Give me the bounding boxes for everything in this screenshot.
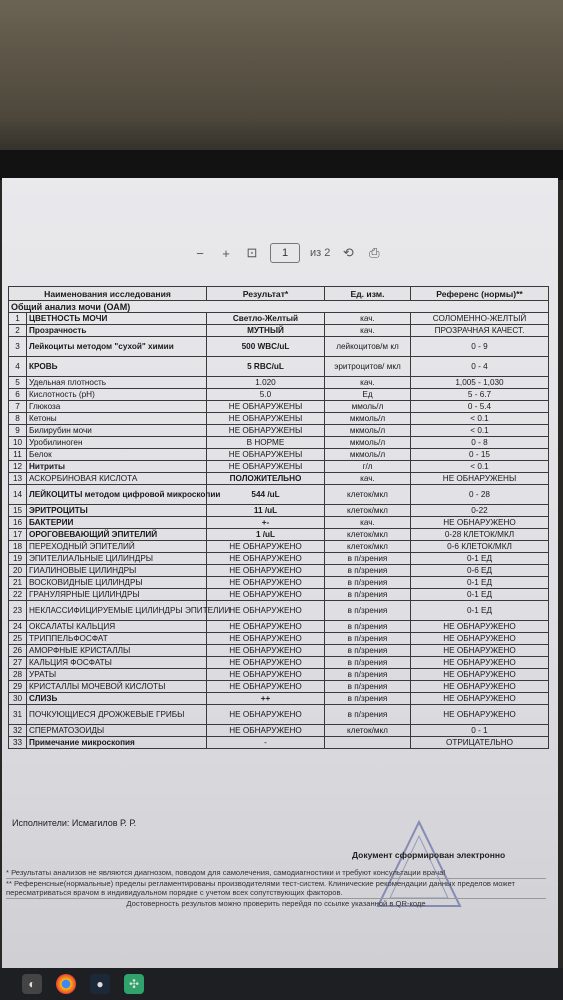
row-name: ПЕРЕХОДНЫЙ ЭПИТЕЛИЙ — [27, 541, 207, 553]
row-name: ЭРИТРОЦИТЫ — [27, 505, 207, 517]
row-reference: 0 - 9 — [411, 337, 549, 357]
row-number: 10 — [9, 437, 27, 449]
row-name: АМОРФНЫЕ КРИСТАЛЛЫ — [27, 645, 207, 657]
row-number: 14 — [9, 485, 27, 505]
row-reference: 0 - 5.4 — [411, 401, 549, 413]
row-unit: в п/зрения — [325, 621, 411, 633]
row-name: ЭПИТЕЛИАЛЬНЫЕ ЦИЛИНДРЫ — [27, 553, 207, 565]
row-name: БАКТЕРИИ — [27, 517, 207, 529]
row-reference: НЕ ОБНАРУЖЕНО — [411, 693, 549, 705]
table-row — [9, 505, 549, 517]
row-unit: клеток/мкл — [325, 541, 411, 553]
row-result: 5.0 — [207, 389, 325, 401]
footnotes — [6, 868, 546, 908]
row-name: Уробилиноген — [27, 437, 207, 449]
row-unit: кач. — [325, 325, 411, 337]
row-result: НЕ ОБНАРУЖЕНО — [207, 589, 325, 601]
taskbar — [0, 968, 563, 1000]
table-row — [9, 705, 549, 725]
row-name: ЦВЕТНОСТЬ МОЧИ — [27, 313, 207, 325]
row-number: 5 — [9, 377, 27, 389]
table-row — [9, 669, 549, 681]
row-number: 30 — [9, 693, 27, 705]
signed-electronically: Документ сформирован электронно — [352, 850, 506, 860]
row-result: НЕ ОБНАРУЖЕНО — [207, 725, 325, 737]
row-result: НЕ ОБНАРУЖЕНЫ — [207, 461, 325, 473]
row-unit: лейкоцитов/м кл — [325, 337, 411, 357]
table-row — [9, 693, 549, 705]
row-unit: клеток/мкл — [325, 485, 411, 505]
row-unit: в п/зрения — [325, 681, 411, 693]
row-unit: мкмоль/л — [325, 437, 411, 449]
row-name: АСКОРБИНОВАЯ КИСЛОТА — [27, 473, 207, 485]
taskbar-app-icon[interactable]: ◐ — [22, 974, 42, 994]
row-result: 11 /uL — [207, 505, 325, 517]
section-row — [9, 301, 549, 313]
row-unit: в п/зрения — [325, 693, 411, 705]
row-unit: в п/зрения — [325, 601, 411, 621]
row-reference: 0-22 — [411, 505, 549, 517]
row-unit: кач. — [325, 313, 411, 325]
row-reference: НЕ ОБНАРУЖЕНО — [411, 645, 549, 657]
monitor-bezel — [0, 150, 563, 180]
row-number: 23 — [9, 601, 27, 621]
row-number: 8 — [9, 413, 27, 425]
row-unit: в п/зрения — [325, 705, 411, 725]
row-reference: ОТРИЦАТЕЛЬНО — [411, 737, 549, 749]
row-result: 544 /uL — [207, 485, 325, 505]
row-reference: 0-6 КЛЕТОК/МКЛ — [411, 541, 549, 553]
viewer-toolbar — [192, 242, 382, 264]
row-name: КАЛЬЦИЯ ФОСФАТЫ — [27, 657, 207, 669]
page-total: из 2 — [310, 247, 331, 259]
row-name: ЛЕЙКОЦИТЫ методом цифровой микроскопии — [27, 485, 207, 505]
row-number: 31 — [9, 705, 27, 725]
row-result: НЕ ОБНАРУЖЕНЫ — [207, 413, 325, 425]
row-reference: 0-1 ЕД — [411, 601, 549, 621]
row-result: Светло-Желтый — [207, 313, 325, 325]
row-unit: в п/зрения — [325, 589, 411, 601]
row-name: КРИСТАЛЛЫ МОЧЕВОЙ КИСЛОТЫ — [27, 681, 207, 693]
row-reference: ПРОЗРАЧНАЯ КАЧЕСТ. — [411, 325, 549, 337]
row-result: НЕ ОБНАРУЖЕНО — [207, 681, 325, 693]
row-unit: клеток/мкл — [325, 529, 411, 541]
table-row — [9, 389, 549, 401]
row-reference: < 0.1 — [411, 425, 549, 437]
row-number: 25 — [9, 633, 27, 645]
row-unit: клеток/мкл — [325, 505, 411, 517]
row-name: ТРИППЕЛЬФОСФАТ — [27, 633, 207, 645]
zoom-out-button[interactable]: − — [196, 245, 204, 261]
row-reference: СОЛОМЕННО-ЖЕЛТЫЙ — [411, 313, 549, 325]
row-result: 1.020 — [207, 377, 325, 389]
table-row — [9, 437, 549, 449]
table-row — [9, 529, 549, 541]
row-reference: 5 - 6.7 — [411, 389, 549, 401]
row-result: НЕ ОБНАРУЖЕНО — [207, 705, 325, 725]
row-number: 3 — [9, 337, 27, 357]
table-row — [9, 737, 549, 749]
row-number: 28 — [9, 669, 27, 681]
row-unit: в п/зрения — [325, 669, 411, 681]
row-unit: кач. — [325, 517, 411, 529]
row-name: Кислотность (pH) — [27, 389, 207, 401]
row-result: - — [207, 737, 325, 749]
row-reference: 0-1 ЕД — [411, 589, 549, 601]
row-result: 500 WBC/uL — [207, 337, 325, 357]
row-reference: НЕ ОБНАРУЖЕНО — [411, 669, 549, 681]
row-reference: 0-1 ЕД — [411, 577, 549, 589]
row-result: НЕ ОБНАРУЖЕНО — [207, 553, 325, 565]
row-result: НЕ ОБНАРУЖЕНО — [207, 621, 325, 633]
results-table — [8, 286, 549, 749]
row-name: Примечание микроскопия — [27, 737, 207, 749]
page-number-input[interactable]: 1 — [270, 243, 300, 263]
row-number: 1 — [9, 313, 27, 325]
row-reference: 0 - 15 — [411, 449, 549, 461]
table-header-row — [9, 287, 549, 301]
results-table-body — [9, 301, 549, 749]
row-name: Кетоны — [27, 413, 207, 425]
row-result: МУТНЫЙ — [207, 325, 325, 337]
table-row — [9, 485, 549, 505]
row-number: 21 — [9, 577, 27, 589]
row-name: СПЕРМАТОЗОИДЫ — [27, 725, 207, 737]
row-unit: мкмоль/л — [325, 413, 411, 425]
row-reference: < 0.1 — [411, 413, 549, 425]
executors: Исполнители: Исмагилов Р. Р. — [12, 818, 137, 828]
footnote-2: ** Референсные(нормальные) пределы регламентированы производителями тест-систем. Клинические рекомендации данных пределов может пересматриваться врачом в индивидуальном порядке с учетом всех сопутствующих факторов. — [6, 879, 546, 899]
row-number: 2 — [9, 325, 27, 337]
row-name: Белок — [27, 449, 207, 461]
row-name: ГИАЛИНОВЫЕ ЦИЛИНДРЫ — [27, 565, 207, 577]
row-result: НЕ ОБНАРУЖЕНО — [207, 669, 325, 681]
row-number: 16 — [9, 517, 27, 529]
row-unit: клеток/мкл — [325, 725, 411, 737]
row-result: НЕ ОБНАРУЖЕНЫ — [207, 425, 325, 437]
fit-page-icon[interactable]: ⊡ — [246, 245, 258, 260]
row-number: 22 — [9, 589, 27, 601]
app-green-icon[interactable]: ✣ — [124, 974, 144, 994]
row-unit: в п/зрения — [325, 633, 411, 645]
header-result: Результат* — [207, 287, 325, 301]
row-unit: кач. — [325, 473, 411, 485]
row-result: 1 /uL — [207, 529, 325, 541]
row-unit: в п/зрения — [325, 577, 411, 589]
row-name: ГРАНУЛЯРНЫЕ ЦИЛИНДРЫ — [27, 589, 207, 601]
document-page — [8, 286, 552, 749]
row-name: ВОСКОВИДНЫЕ ЦИЛИНДРЫ — [27, 577, 207, 589]
table-row — [9, 425, 549, 437]
row-result: В НОРМЕ — [207, 437, 325, 449]
table-row — [9, 681, 549, 693]
row-name: ОКСАЛАТЫ КАЛЬЦИЯ — [27, 621, 207, 633]
row-name: КРОВЬ — [27, 357, 207, 377]
row-number: 9 — [9, 425, 27, 437]
row-name: Нитриты — [27, 461, 207, 473]
row-number: 24 — [9, 621, 27, 633]
row-name: ОРОГОВЕВАЮЩИЙ ЭПИТЕЛИЙ — [27, 529, 207, 541]
row-number: 29 — [9, 681, 27, 693]
row-reference: 1,005 - 1,030 — [411, 377, 549, 389]
row-name: Билирубин мочи — [27, 425, 207, 437]
table-row — [9, 633, 549, 645]
row-name: Глюкоза — [27, 401, 207, 413]
row-unit: в п/зрения — [325, 645, 411, 657]
row-result: ПОЛОЖИТЕЛЬНО — [207, 473, 325, 485]
row-reference: НЕ ОБНАРУЖЕНО — [411, 657, 549, 669]
row-result: НЕ ОБНАРУЖЕНО — [207, 601, 325, 621]
row-reference: 0 - 1 — [411, 725, 549, 737]
row-name: СЛИЗЬ — [27, 693, 207, 705]
section-title: Общий анализ мочи (ОАМ) — [9, 301, 549, 313]
row-number: 19 — [9, 553, 27, 565]
row-unit: кач. — [325, 377, 411, 389]
table-row — [9, 325, 549, 337]
row-unit: в п/зрения — [325, 553, 411, 565]
footnote-1: * Результаты анализов не являются диагнозом, поводом для самолечения, самодиагностики и требуют консультации врача! — [6, 868, 546, 879]
row-unit — [325, 737, 411, 749]
row-number: 7 — [9, 401, 27, 413]
row-number: 27 — [9, 657, 27, 669]
row-unit: г/л — [325, 461, 411, 473]
table-row — [9, 473, 549, 485]
row-result: НЕ ОБНАРУЖЕНО — [207, 657, 325, 669]
table-row — [9, 357, 549, 377]
row-number: 15 — [9, 505, 27, 517]
table-row — [9, 645, 549, 657]
row-name: ПОЧКУЮЩИЕСЯ ДРОЖЖЕВЫЕ ГРИБЫ — [27, 705, 207, 725]
print-icon[interactable]: ⎙ — [369, 245, 380, 260]
table-row — [9, 565, 549, 577]
row-number: 11 — [9, 449, 27, 461]
row-reference: 0 - 4 — [411, 357, 549, 377]
row-result: НЕ ОБНАРУЖЕНЫ — [207, 401, 325, 413]
table-row — [9, 577, 549, 589]
row-name: УРАТЫ — [27, 669, 207, 681]
table-row — [9, 337, 549, 357]
row-number: 33 — [9, 737, 27, 749]
table-row — [9, 313, 549, 325]
row-unit: в п/зрения — [325, 565, 411, 577]
row-number: 6 — [9, 389, 27, 401]
row-name: Прозрачность — [27, 325, 207, 337]
row-name: НЕКЛАССИФИЦИРУЕМЫЕ ЦИЛИНДРЫ ЭПИТЕЛИИ — [27, 601, 207, 621]
table-row — [9, 449, 549, 461]
row-unit: Ед — [325, 389, 411, 401]
row-unit: ммоль/л — [325, 401, 411, 413]
steam-icon[interactable]: ● — [90, 974, 110, 994]
row-result: НЕ ОБНАРУЖЕНО — [207, 565, 325, 577]
row-number: 13 — [9, 473, 27, 485]
pdf-viewer-screen — [2, 178, 558, 968]
table-row — [9, 461, 549, 473]
header-unit: Ед. изм. — [325, 287, 411, 301]
row-result: 5 RBC/uL — [207, 357, 325, 377]
row-result: НЕ ОБНАРУЖЕНЫ — [207, 449, 325, 461]
table-row — [9, 401, 549, 413]
row-number: 4 — [9, 357, 27, 377]
row-reference: НЕ ОБНАРУЖЕНО — [411, 705, 549, 725]
table-row — [9, 601, 549, 621]
chrome-icon[interactable] — [56, 974, 76, 994]
row-reference: НЕ ОБНАРУЖЕНО — [411, 633, 549, 645]
row-result: НЕ ОБНАРУЖЕНО — [207, 541, 325, 553]
row-unit: в п/зрения — [325, 657, 411, 669]
row-number: 12 — [9, 461, 27, 473]
row-number: 20 — [9, 565, 27, 577]
table-row — [9, 621, 549, 633]
row-reference: 0 - 8 — [411, 437, 549, 449]
table-row — [9, 377, 549, 389]
table-row — [9, 725, 549, 737]
row-reference: 0 - 28 — [411, 485, 549, 505]
row-reference: 0-1 ЕД — [411, 553, 549, 565]
row-result: НЕ ОБНАРУЖЕНО — [207, 633, 325, 645]
row-unit: мкмоль/л — [325, 449, 411, 461]
row-number: 18 — [9, 541, 27, 553]
row-unit: эритроцитов/ мкл — [325, 357, 411, 377]
background-wall — [0, 0, 563, 165]
row-reference: НЕ ОБНАРУЖЕНО — [411, 621, 549, 633]
row-reference: 0-28 КЛЕТОК/МКЛ — [411, 529, 549, 541]
table-row — [9, 541, 549, 553]
row-name: Лейкоциты методом "сухой" химии — [27, 337, 207, 357]
row-result: +- — [207, 517, 325, 529]
row-reference: НЕ ОБНАРУЖЕНЫ — [411, 473, 549, 485]
row-number: 26 — [9, 645, 27, 657]
table-row — [9, 657, 549, 669]
row-number: 17 — [9, 529, 27, 541]
header-name: Наименования исследования — [9, 287, 207, 301]
row-result: НЕ ОБНАРУЖЕНО — [207, 645, 325, 657]
footnote-qr: Достоверность результов можно проверить перейдя по ссылке указанной в QR-коде — [126, 898, 426, 908]
row-reference: НЕ ОБНАРУЖЕНО — [411, 681, 549, 693]
row-result: НЕ ОБНАРУЖЕНО — [207, 577, 325, 589]
row-reference: 0-6 ЕД — [411, 565, 549, 577]
table-row — [9, 413, 549, 425]
row-number: 32 — [9, 725, 27, 737]
row-name: Удельная плотность — [27, 377, 207, 389]
row-result: ++ — [207, 693, 325, 705]
table-row — [9, 589, 549, 601]
row-unit: мкмоль/л — [325, 425, 411, 437]
header-reference: Референс (нормы)** — [411, 287, 549, 301]
row-reference: < 0.1 — [411, 461, 549, 473]
table-row — [9, 517, 549, 529]
table-row — [9, 553, 549, 565]
row-reference: НЕ ОБНАРУЖЕНО — [411, 517, 549, 529]
rotate-icon[interactable]: ⟲ — [342, 245, 354, 260]
zoom-in-button[interactable]: + — [222, 245, 230, 261]
